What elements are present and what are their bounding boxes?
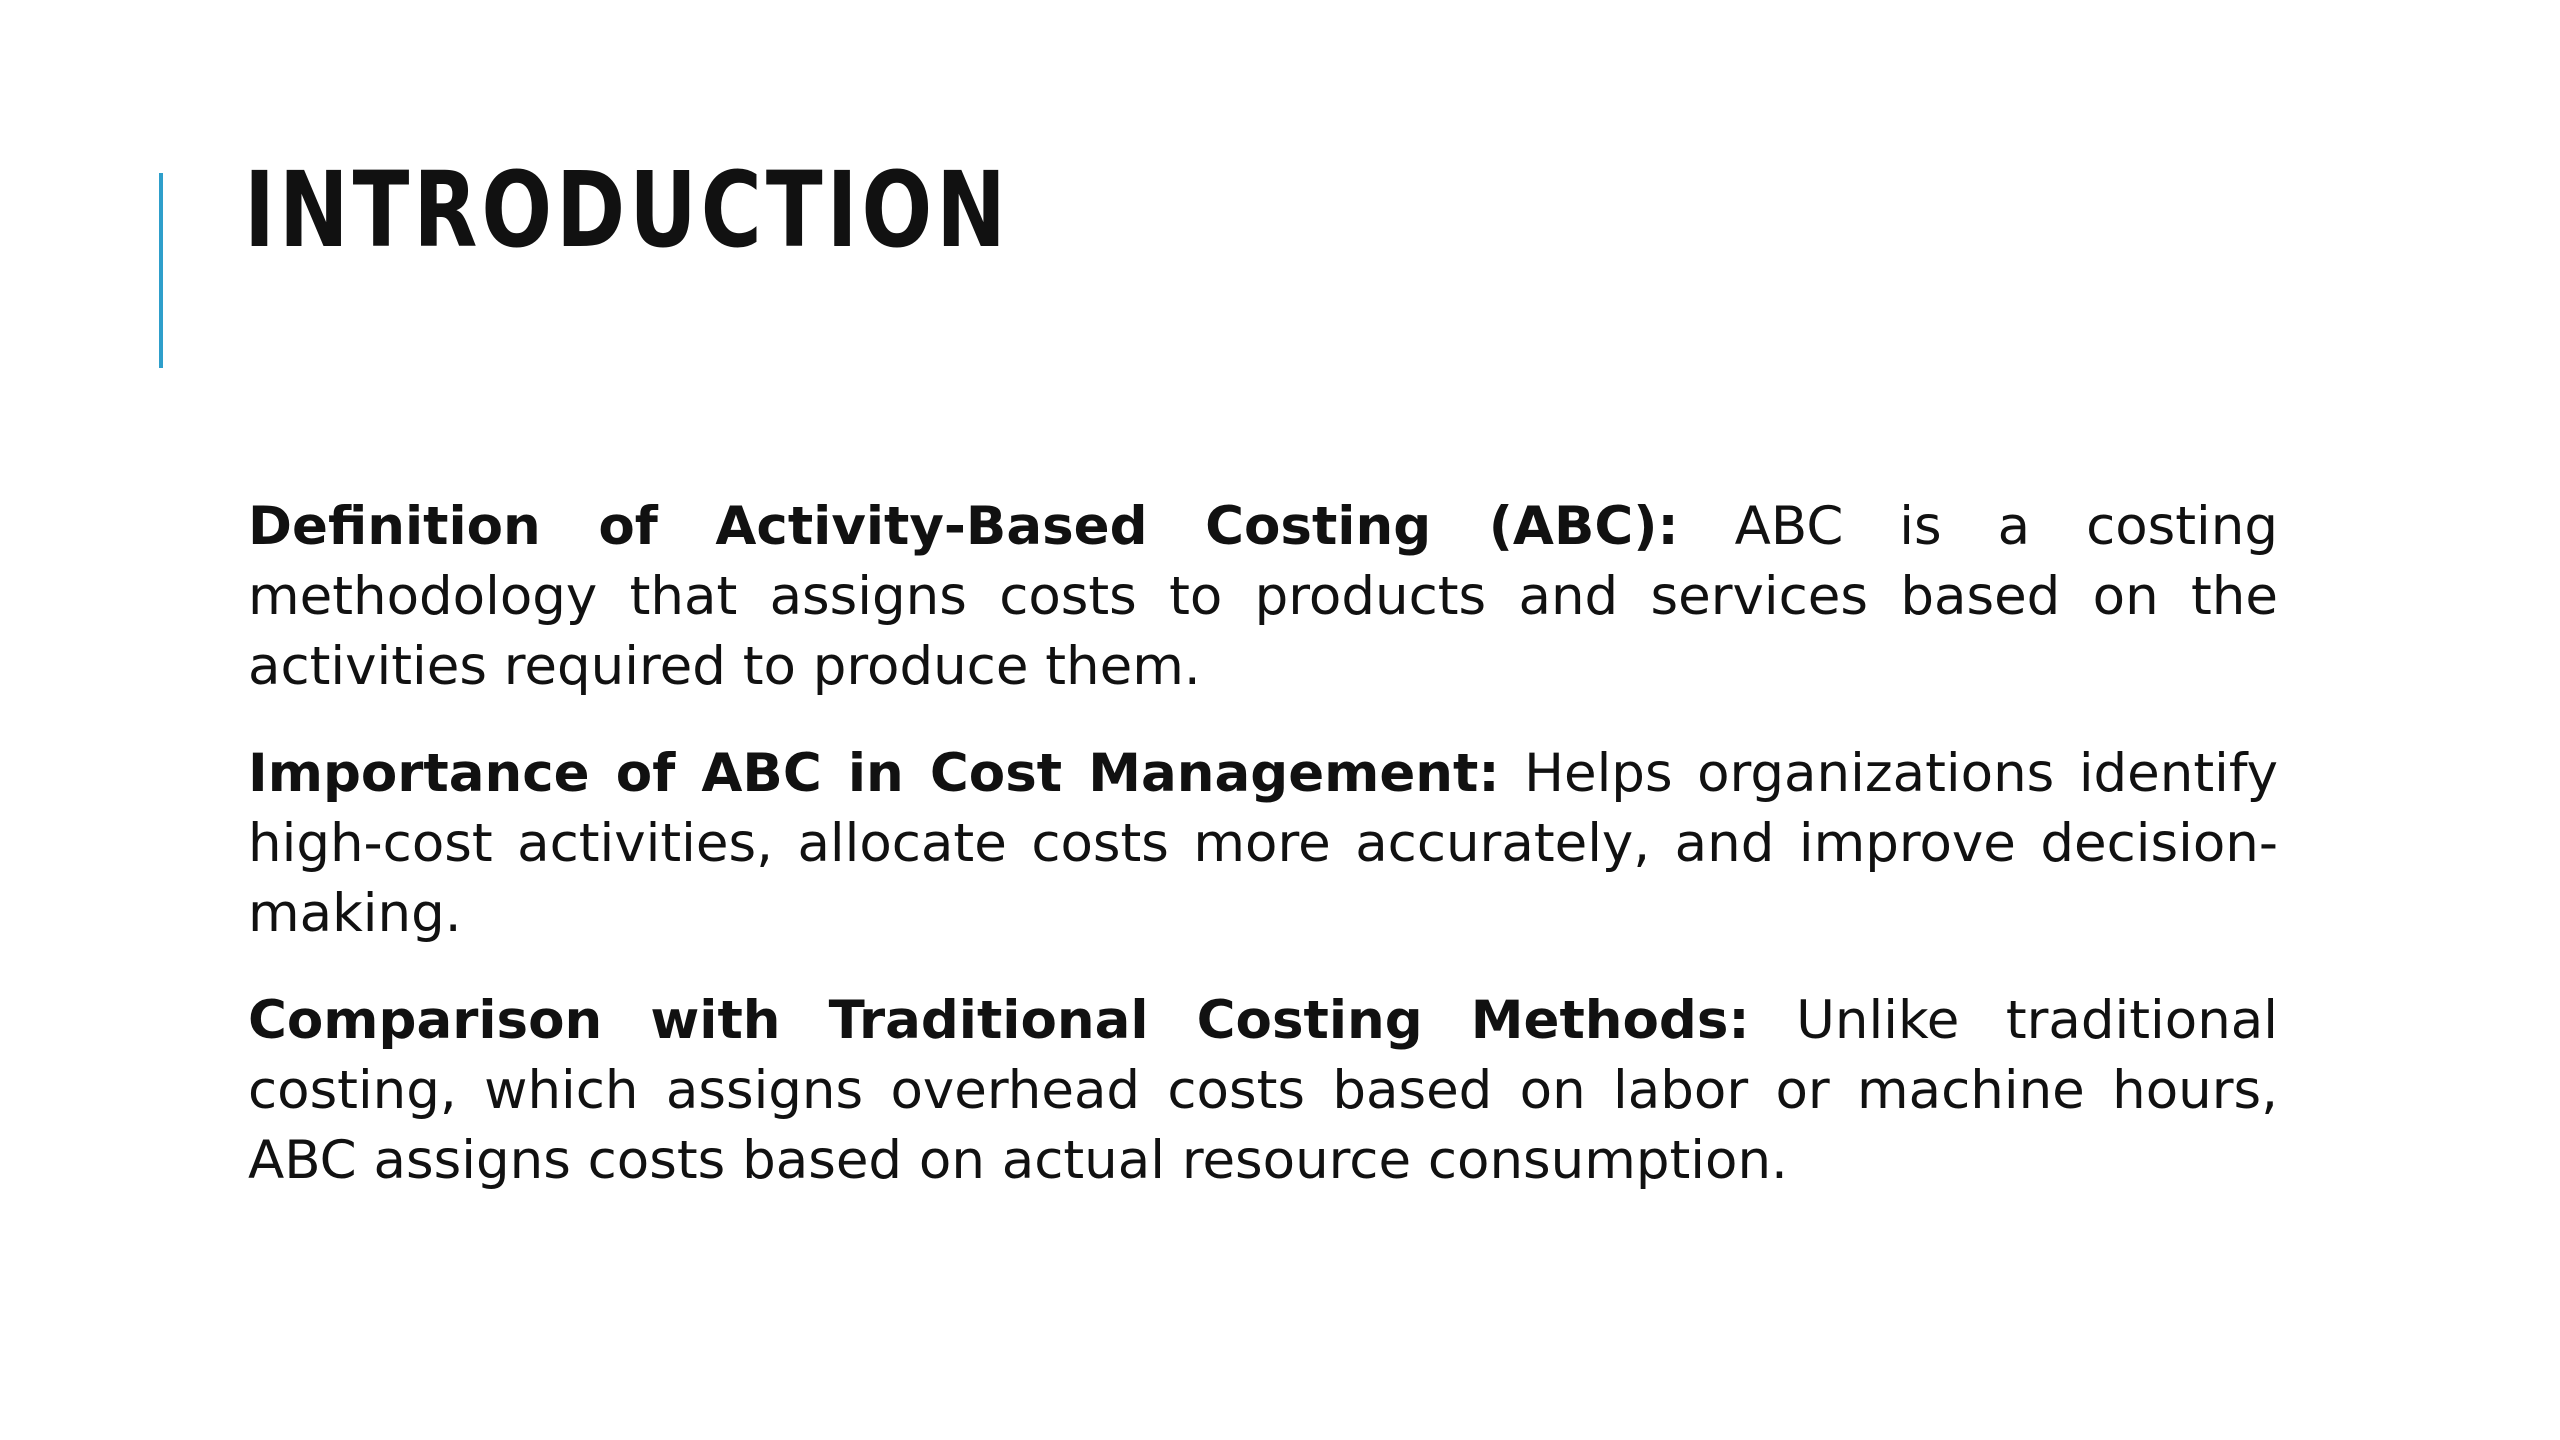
paragraph-text: Helps organizations identify high-cost activities, allocate costs more accurately, and improve decision-making.	[248, 743, 2278, 944]
paragraph-text: ABC is a costing methodology that assigns costs to products and services based on the activities required to produce them.	[248, 496, 2278, 697]
slide-title: INTRODUCTION	[244, 149, 1010, 271]
paragraph-term: Comparison with Traditional Costing Methods:	[248, 990, 1750, 1051]
paragraph-term: Importance of ABC in Cost Management:	[248, 743, 1500, 804]
paragraph-text: Unlike traditional costing, which assigns overhead costs based on labor or machine hours, ABC assigns costs based on actual resource consumption.	[248, 990, 2278, 1191]
paragraph-comparison	[248, 986, 2278, 1196]
paragraph-definition	[248, 492, 2278, 702]
slide-body	[248, 492, 2278, 1233]
paragraph-importance	[248, 739, 2278, 949]
paragraph-term: Definition of Activity-Based Costing (ABC):	[248, 496, 1679, 557]
title-accent-bar	[159, 173, 163, 368]
